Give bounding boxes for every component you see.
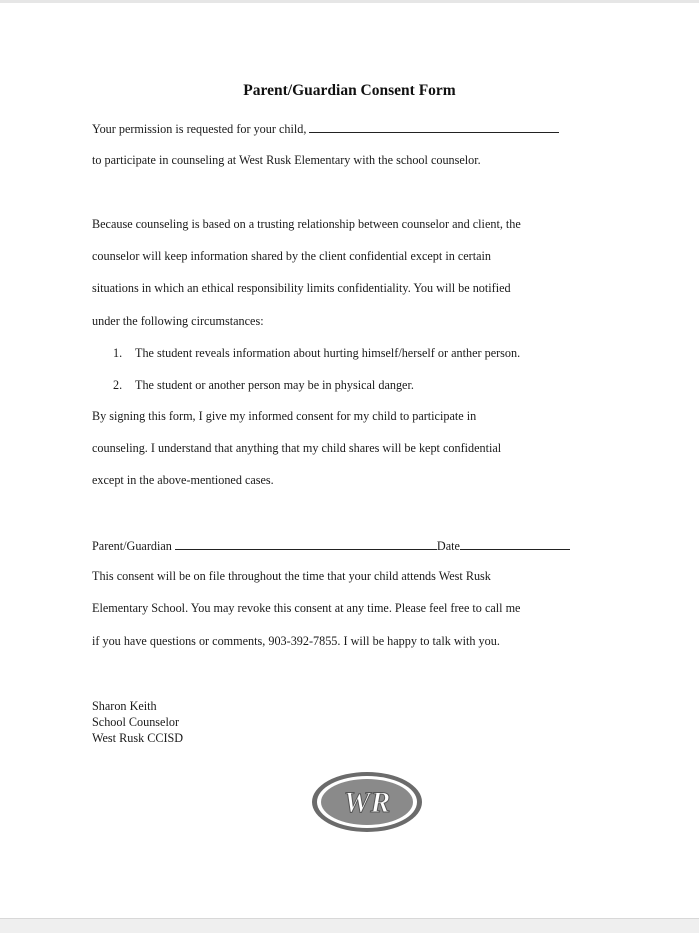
para2-line-1: By signing this form, I give my informed consent for my child to participate in [92, 409, 477, 423]
form-title: Parent/Guardian Consent Form [243, 82, 456, 99]
para1-line-2: counselor will keep information shared by the client confidential except in certain [92, 249, 491, 263]
list-number: 1. [113, 346, 123, 360]
counselor-role: School Counselor [92, 715, 180, 729]
parent-guardian-blank[interactable] [175, 538, 437, 550]
date-blank[interactable] [460, 538, 570, 550]
para3-line-2: Elementary School. You may revoke this consent at any time. Please feel free to call me [92, 601, 521, 615]
child-name-blank[interactable] [309, 121, 559, 133]
list-item-1 [113, 346, 520, 361]
para3-line-1: This consent will be on file throughout the time that your child attends West Rusk [92, 569, 491, 583]
page-top-edge [0, 0, 699, 3]
parent-guardian-label: Parent/Guardian [92, 539, 172, 553]
date-label: Date [436, 539, 460, 553]
page-bottom-edge [0, 918, 699, 933]
svg-text:WR: WR [343, 786, 391, 819]
intro-text: Your permission is requested for your child, [92, 122, 307, 136]
para1-line-3: situations in which an ethical responsibility limits confidentiality. You will be notified [92, 281, 511, 295]
list-text: The student or another person may be in physical danger. [135, 378, 414, 392]
signature-line [92, 538, 570, 554]
para2-line-3: except in the above-mentioned cases. [92, 473, 274, 487]
list-item-2 [113, 378, 414, 393]
para1-line-4: under the following circumstances: [92, 314, 264, 328]
counselor-name: Sharon Keith [92, 699, 157, 713]
para1-line-1: Because counseling is based on a trusting relationship between counselor and client, the [92, 217, 521, 231]
para2-line-2: counseling. I understand that anything that my child shares will be kept confidential [92, 441, 502, 455]
school-logo [311, 771, 423, 838]
counselor-district: West Rusk CCISD [92, 731, 184, 745]
signature-block [92, 698, 183, 746]
para3-line-3: if you have questions or comments, 903-392-7855. I will be happy to talk with you. [92, 634, 500, 648]
list-number: 2. [113, 378, 123, 392]
intro-line-1 [92, 121, 559, 137]
intro-line-2: to participate in counseling at West Rusk Elementary with the school counselor. [92, 153, 481, 167]
list-text: The student reveals information about hurting himself/herself or anther person. [135, 346, 521, 360]
